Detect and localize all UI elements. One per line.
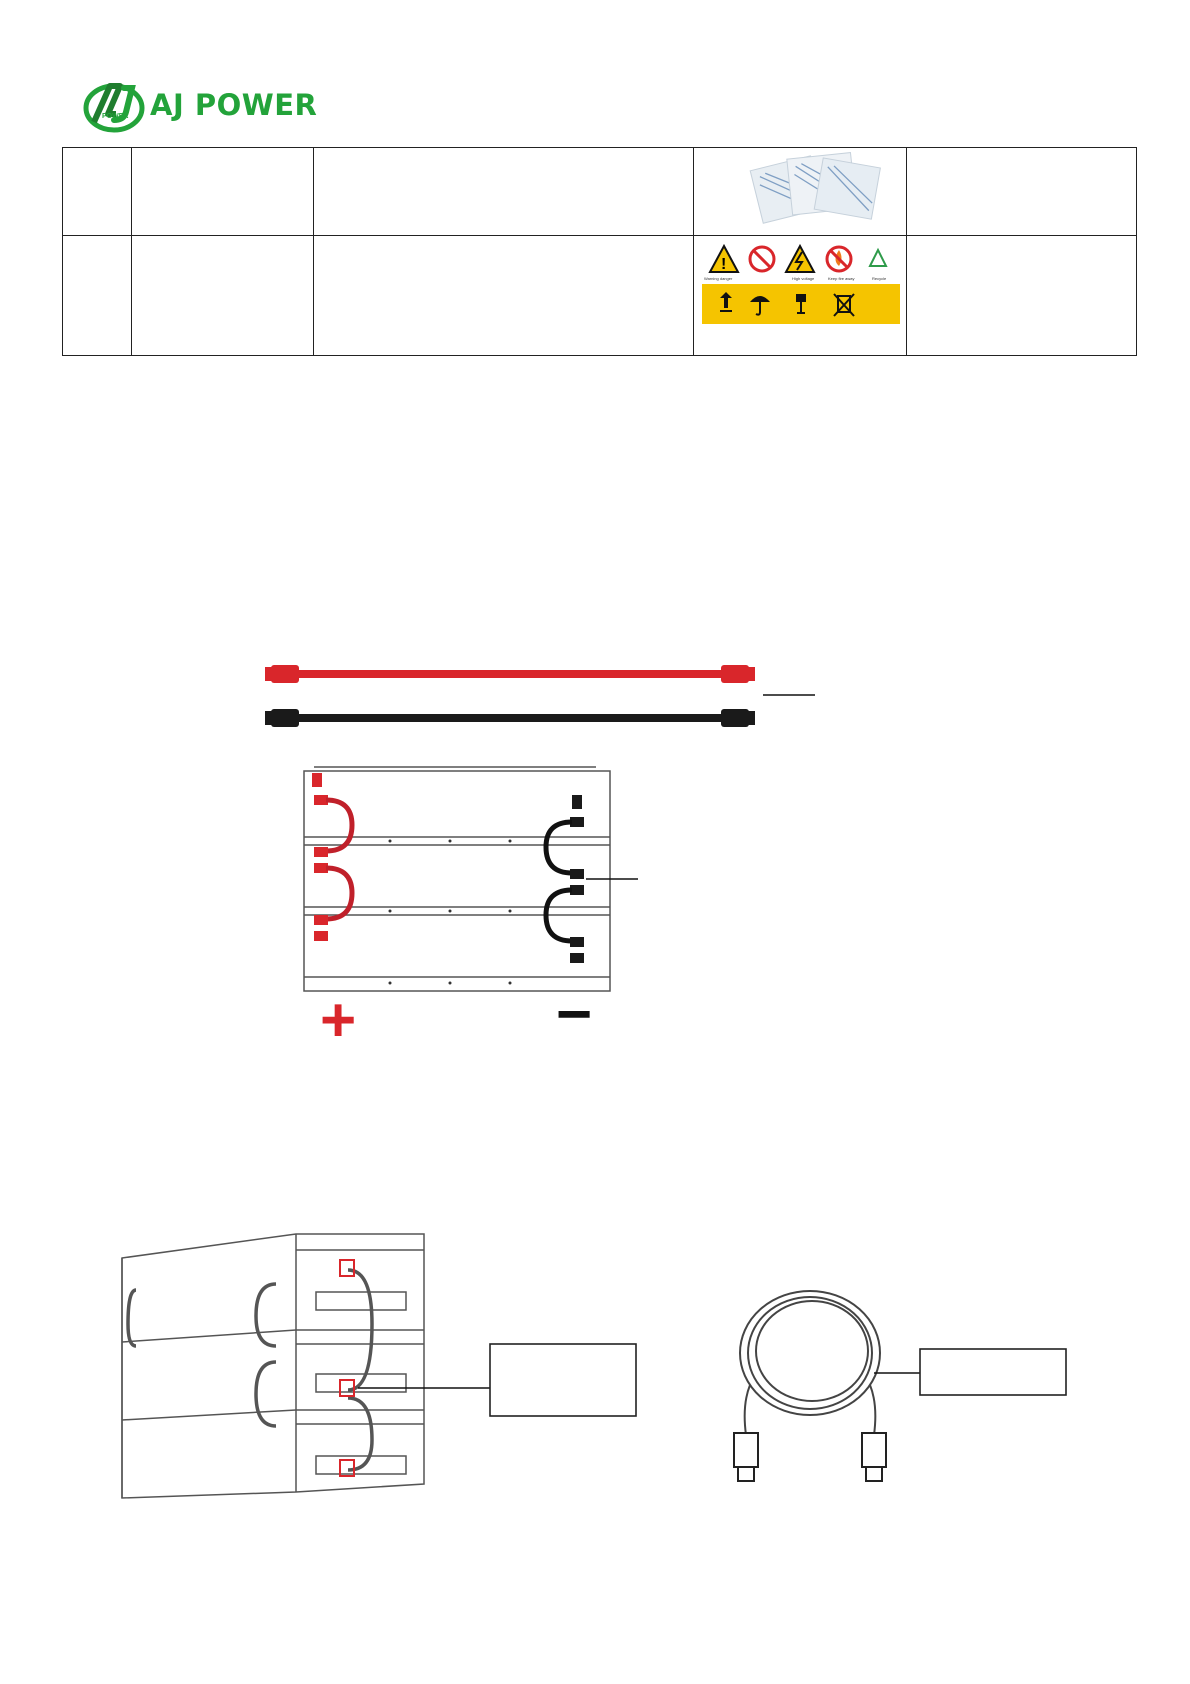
high-voltage-icon bbox=[786, 246, 814, 272]
item-cell bbox=[63, 148, 132, 236]
comm-cable-left-connector bbox=[734, 1433, 758, 1481]
description-cell bbox=[314, 148, 694, 236]
warning-danger-icon bbox=[710, 246, 738, 273]
description-cell bbox=[314, 236, 694, 356]
packing-list-table bbox=[62, 147, 1137, 356]
positive-terminal-symbol: + bbox=[320, 986, 357, 1045]
table-row bbox=[63, 236, 1137, 356]
battery-stack-wiring-diagram bbox=[300, 765, 660, 1045]
keep-fire-away-icon bbox=[827, 247, 851, 271]
comm-cable-right-connector bbox=[862, 1433, 886, 1481]
logo-mark-text: POWER bbox=[102, 113, 129, 120]
communication-cable-image bbox=[720, 1265, 1110, 1495]
name-cell bbox=[132, 148, 314, 236]
comm-cable-callout-box bbox=[920, 1349, 1066, 1395]
no-touch-icon bbox=[750, 247, 774, 271]
recycle-icon bbox=[870, 250, 886, 266]
caption-recycle: Recycle bbox=[872, 276, 887, 281]
negative-terminal-symbol: − bbox=[556, 980, 593, 1045]
aj-power-logo-mark-icon bbox=[80, 78, 150, 134]
negative-jumper-cables bbox=[546, 795, 584, 963]
picture-cell bbox=[694, 148, 907, 236]
quantity-cell bbox=[907, 236, 1137, 356]
item-cell bbox=[63, 236, 132, 356]
table-row bbox=[63, 148, 1137, 236]
desiccant-packets-image bbox=[694, 148, 907, 230]
svg-text:!: ! bbox=[721, 256, 727, 273]
caption-keep-fire-away: Keep fire away bbox=[828, 276, 855, 281]
picture-cell bbox=[694, 236, 907, 356]
black-power-cable bbox=[265, 709, 755, 727]
caption-warning-danger: Warning danger bbox=[704, 276, 733, 281]
brand-logo bbox=[80, 78, 340, 134]
brand-name: AJ POWER bbox=[150, 88, 318, 122]
stack-callout-box bbox=[490, 1344, 636, 1416]
red-power-cable bbox=[265, 665, 755, 683]
battery-stack-perspective-diagram bbox=[110, 1230, 670, 1530]
quantity-cell bbox=[907, 148, 1137, 236]
warning-label-image bbox=[694, 236, 907, 350]
power-cables-image bbox=[255, 655, 815, 735]
caption-high-voltage: High voltage bbox=[792, 276, 815, 281]
positive-jumper-cables bbox=[312, 773, 352, 941]
name-cell bbox=[132, 236, 314, 356]
